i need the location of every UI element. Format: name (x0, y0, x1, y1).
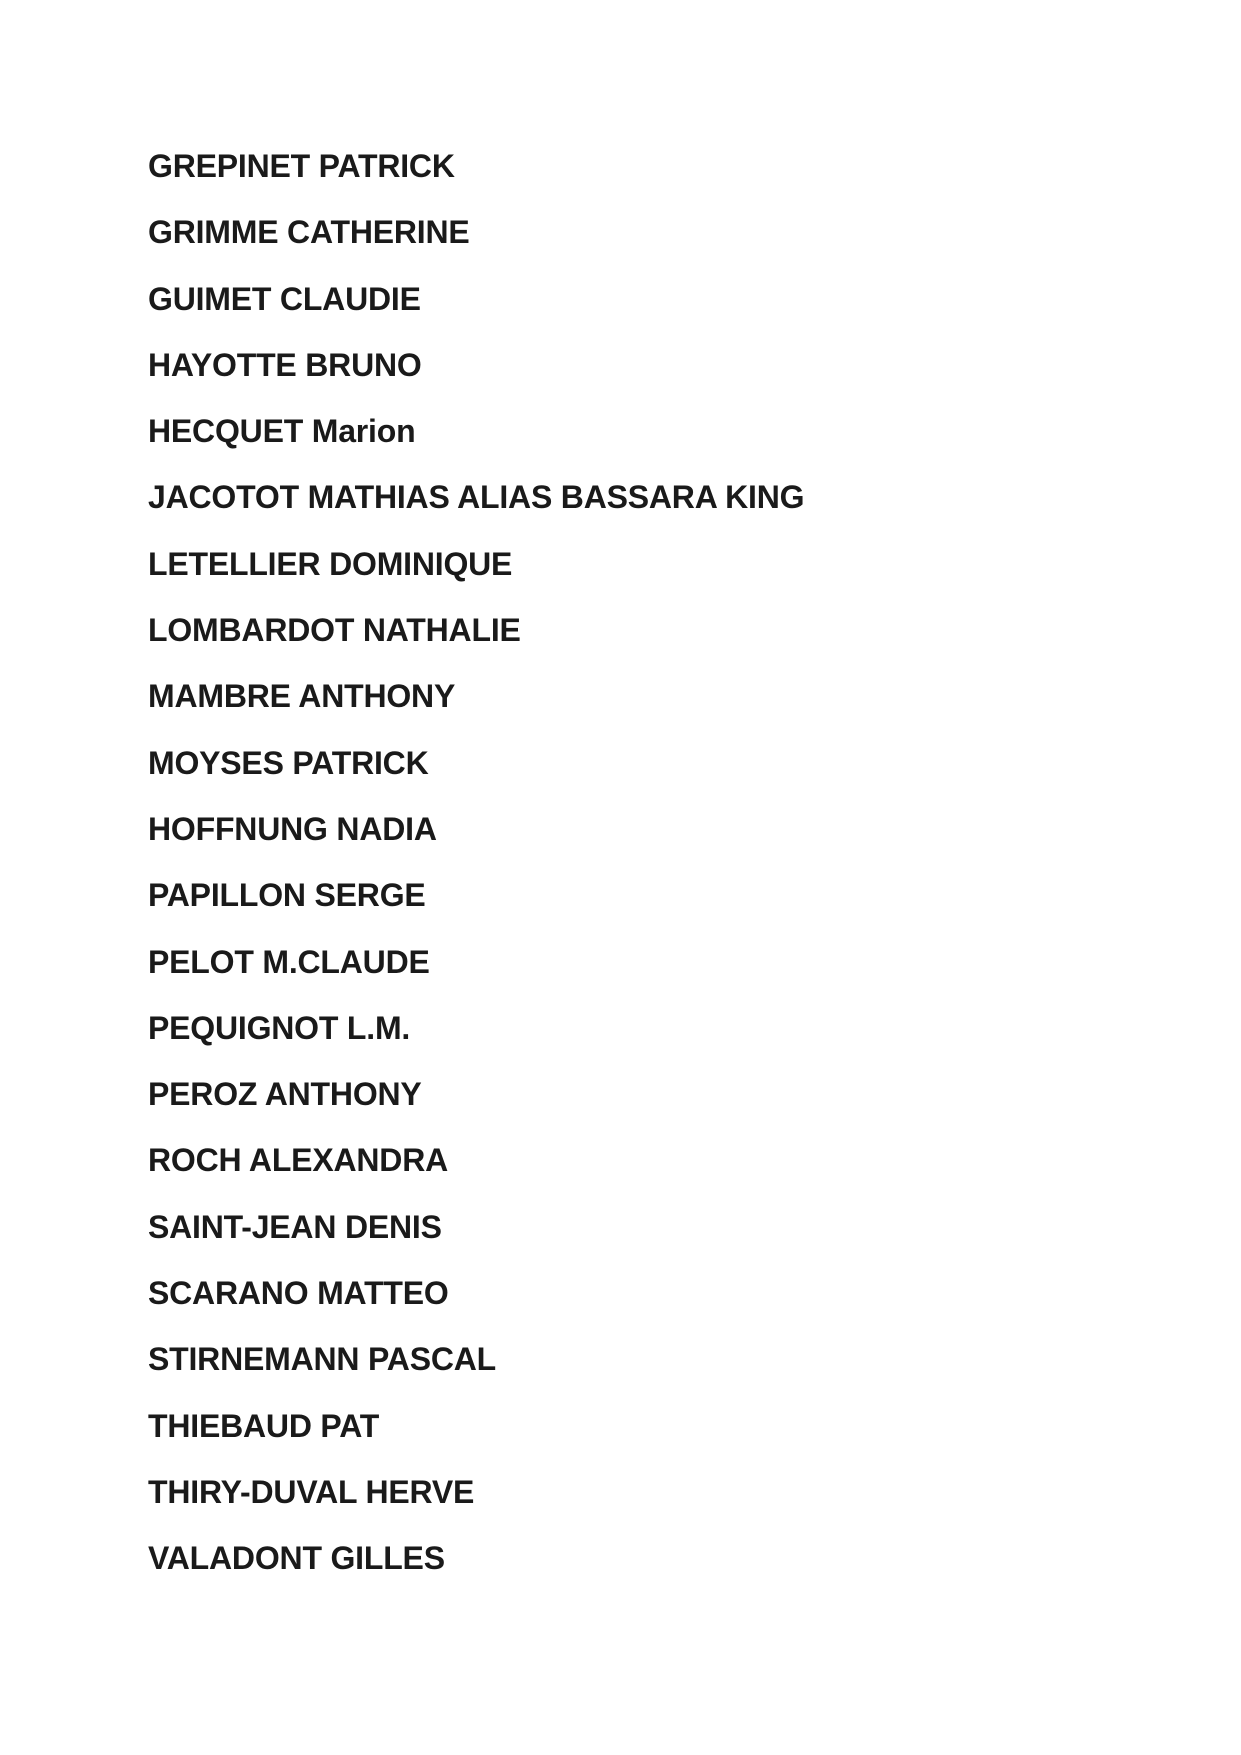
list-item: HOFFNUNG NADIA (148, 810, 437, 847)
list-item: HAYOTTE BRUNO (148, 346, 422, 383)
list-item: ROCH ALEXANDRA (148, 1142, 449, 1179)
list-item: MAMBRE ANTHONY (148, 678, 456, 715)
list-item: SAINT-JEAN DENIS (148, 1208, 442, 1245)
list-item: STIRNEMANN PASCAL (148, 1341, 497, 1378)
name-list (148, 146, 804, 1605)
list-item: GRIMME CATHERINE (148, 214, 470, 251)
list-item: SCARANO MATTEO (148, 1275, 449, 1312)
list-item: PAPILLON SERGE (148, 877, 426, 914)
list-item: GUIMET CLAUDIE (148, 280, 421, 317)
list-item: LETELLIER DOMINIQUE (148, 545, 513, 582)
list-item: PEQUIGNOT L.M. (148, 1009, 411, 1046)
list-item: JACOTOT MATHIAS ALIAS BASSARA KING (148, 479, 805, 516)
list-item: THIRY-DUVAL HERVE (148, 1473, 475, 1510)
list-item: PELOT M.CLAUDE (148, 943, 430, 980)
list-item: VALADONT GILLES (148, 1540, 445, 1577)
list-item: THIEBAUD PAT (148, 1407, 380, 1444)
list-item: PEROZ ANTHONY (148, 1076, 422, 1113)
list-item: MOYSES PATRICK (148, 744, 429, 781)
list-item: LOMBARDOT NATHALIE (148, 612, 521, 649)
list-item: HECQUET Marion (148, 413, 416, 450)
list-item: GREPINET PATRICK (148, 148, 455, 184)
